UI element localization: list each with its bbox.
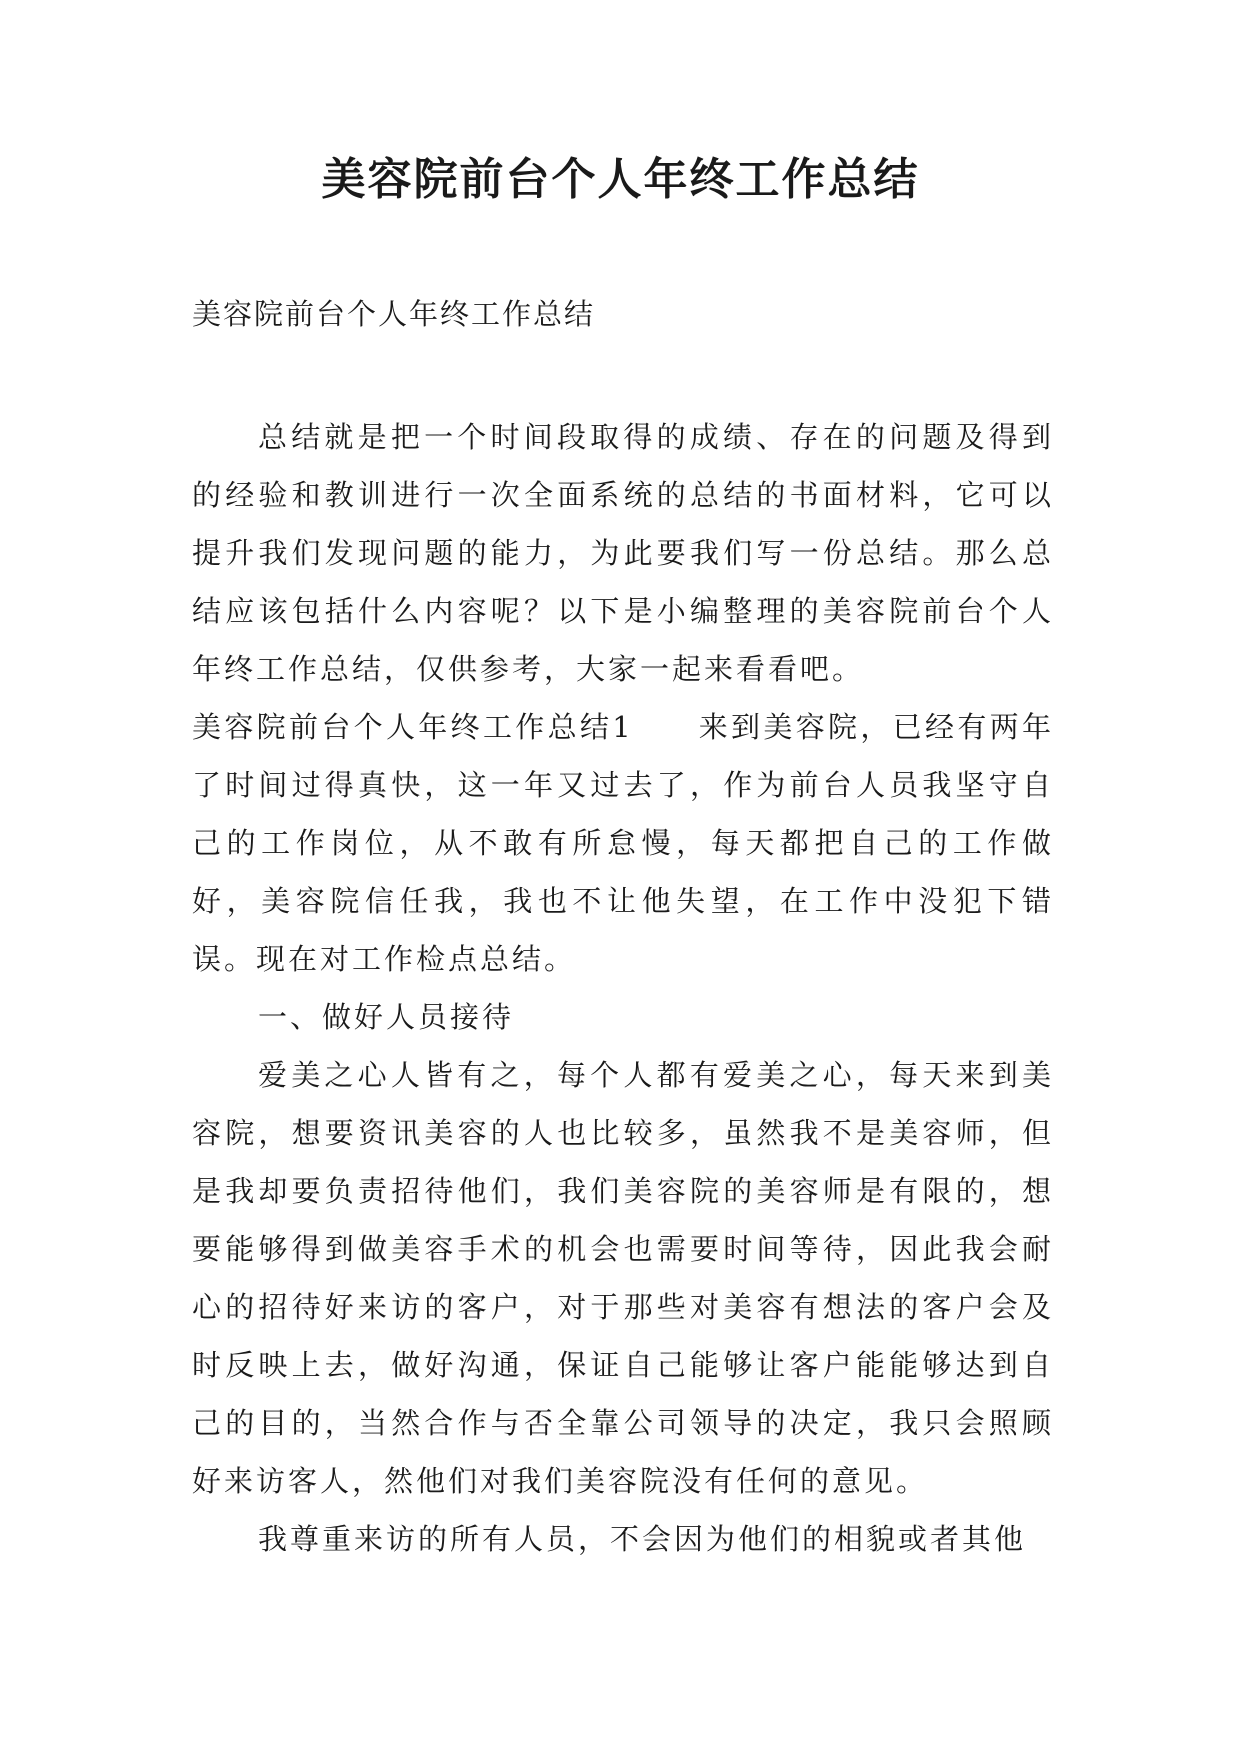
- document-subtitle: 美容院前台个人年终工作总结: [192, 297, 596, 331]
- paragraph-section-1: 美容院前台个人年终工作总结1 来到美容院，已经有两年了时间过得真快，这一年又过去了，作为前台人员我坚守自己的工作岗位，从不敢有所怠慢，每天都把自己的工作做好，美容院信任我，我也不让他失望，在工作中没犯下错误。现在对工作检点总结。: [192, 710, 1054, 976]
- paragraph-intro: 总结就是把一个时间段取得的成绩、存在的问题及得到的经验和教训进行一次全面系统的总结的书面材料，它可以提升我们发现问题的能力，为此要我们写一份总结。那么总结应该包括什么内容呢？以下是小编整理的美容院前台个人年终工作总结，仅供参考，大家一起来看看吧。: [192, 420, 1054, 686]
- section-heading-reception: 一、做好人员接待: [258, 1000, 515, 1034]
- document-title: 美容院前台个人年终工作总结: [321, 154, 920, 205]
- document-body: [192, 408, 1054, 1568]
- paragraph-reception: 爱美之心人皆有之，每个人都有爱美之心，每天来到美容院，想要资讯美容的人也比较多，虽然我不是美容师，但是我却要负责招待他们，我们美容院的美容师是有限的，想要能够得到做美容手术的机会也需要时间等待，因此我会耐心的招待好来访的客户，对于那些对美容有想法的客户会及时反映上去，做好沟通，保证自己能够让客户能能够达到自己的目的，当然合作与否全靠公司领导的决定，我只会照顾好来访客人，然他们对我们美容院没有任何的意见。: [192, 1058, 1054, 1498]
- paragraph-respect: 我尊重来访的所有人员，不会因为他们的相貌或者其他: [258, 1522, 1027, 1556]
